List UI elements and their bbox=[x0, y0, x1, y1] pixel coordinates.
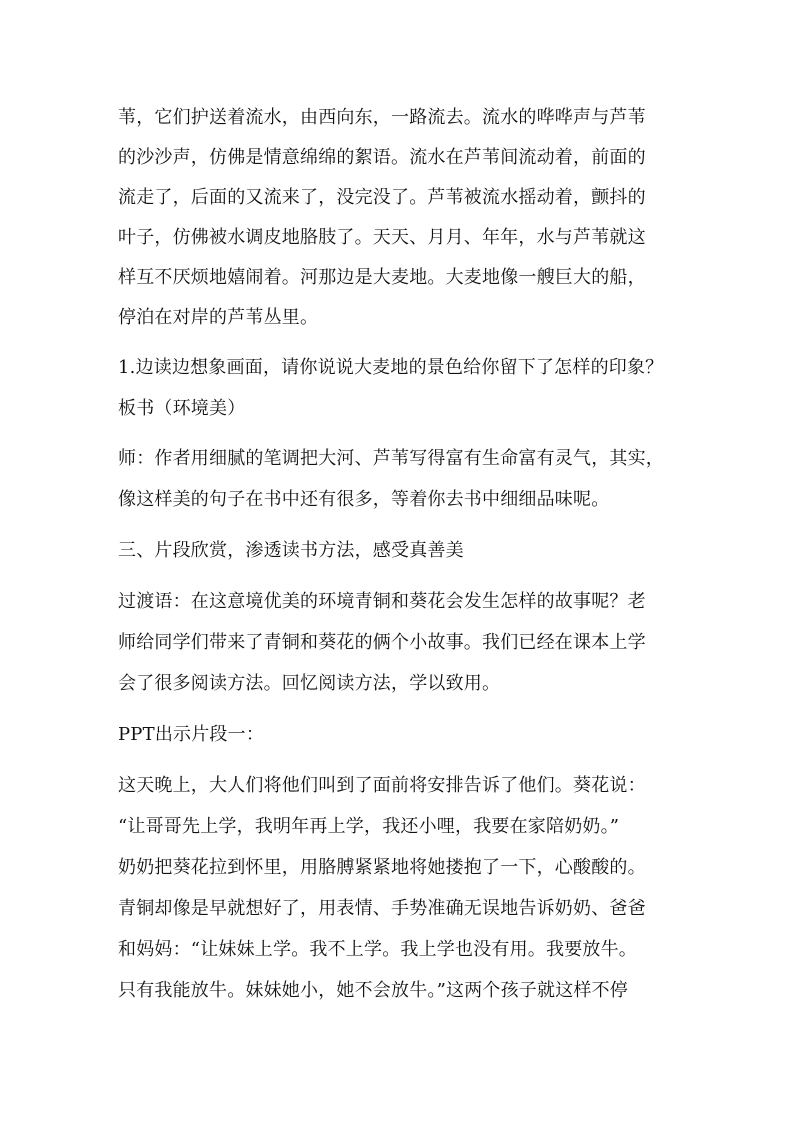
transition-line: 师给同学们带来了青铜和葵花的俩个小故事。我们已经在课本上学 bbox=[118, 632, 646, 653]
paragraph-line: 苇，它们护送着流水，由西向东，一路流去。流水的哗哗声与芦苇 bbox=[118, 107, 646, 128]
paragraph-line: 停泊在对岸的芦苇丛里。 bbox=[118, 307, 319, 328]
transition-line: 过渡语：在这意境优美的环境青铜和葵花会发生怎样的故事呢？老 bbox=[118, 591, 646, 612]
excerpt-line: 这天晚上，大人们将他们叫到了面前将安排告诉了他们。葵花说： bbox=[118, 775, 646, 796]
transition-line: 会了很多阅读方法。回忆阅读方法，学以致用。 bbox=[118, 673, 501, 694]
section-heading: 三、片段欣赏，渗透读书方法，感受真善美 bbox=[118, 540, 464, 561]
teacher-note-line: 师：作者用细腻的笔调把大河、芦苇写得富有生命富有灵气，其实， bbox=[118, 448, 664, 469]
excerpt-line: 青铜却像是早就想好了，用表情、手势准确无误地告诉奶奶、爸爸 bbox=[118, 898, 646, 919]
paragraph-line: 的沙沙声，仿佛是情意绵绵的絮语。流水在芦苇间流动着，前面的 bbox=[118, 147, 646, 168]
question-line: 1.边读边想象画面，请你说说大麦地的景色给你留下了怎样的印象？ bbox=[118, 357, 664, 378]
paragraph-line: 样互不厌烦地嬉闹着。河那边是大麦地。大麦地像一艘巨大的船， bbox=[118, 267, 646, 288]
paragraph-line: 流走了，后面的又流来了，没完没了。芦苇被流水摇动着，颤抖的 bbox=[118, 187, 646, 208]
board-note: 板书（环境美） bbox=[118, 398, 246, 419]
paragraph-line: 叶子，仿佛被水调皮地胳肢了。天天、月月、年年，水与芦苇就这 bbox=[118, 227, 646, 248]
excerpt-line: 和妈妈：“让妹妹上学。我不上学。我上学也没有用。我要放牛。 bbox=[118, 939, 637, 960]
teacher-note-line: 像这样美的句子在书中还有很多，等着你去书中细细品味呢。 bbox=[118, 489, 610, 510]
ppt-label: PPT出示片段一： bbox=[118, 724, 265, 745]
excerpt-line: “让哥哥先上学，我明年再上学，我还小哩，我要在家陪奶奶。” bbox=[118, 816, 620, 837]
excerpt-line: 只有我能放牛。妹妹她小，她不会放牛。”这两个孩子就这样不停 bbox=[118, 980, 628, 1001]
excerpt-line: 奶奶把葵花拉到怀里，用胳膊紧紧地将她搂抱了一下，心酸酸的。 bbox=[118, 857, 646, 878]
